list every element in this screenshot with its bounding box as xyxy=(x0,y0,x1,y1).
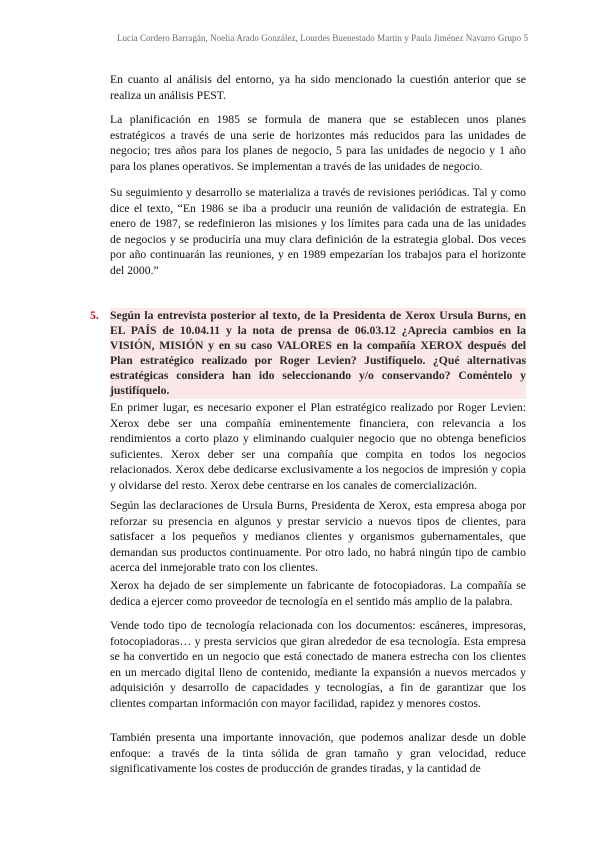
answer-paragraph-innovacion: También presenta una importante innovación, que podemos analizar desde un doble enfoque: a través de la tinta sólida de gran tamaño y gran velocidad, reduce significativamente los costes de producción de grandes tiradas, y la cantidad de xyxy=(110,731,526,776)
answer-paragraph-ursula-burns: Según las declaraciones de Ursula Burns, Presidenta de Xerox, esta empresa aboga por reforzar su presencia en algunos y prestar servicio a nuevos tipos de clientes, para satisfacer a los pequeños y medianos clientes y organismos gubernamentales, que demandan sus productos continuamente. Por otro lado, no habrá ningún tipo de cambio acerca del inmejorable trato con los clientes. xyxy=(110,499,526,575)
paragraph-planificacion: La planificación en 1985 se formula de manera que se establecen unos planes estratégicos a través de una serie de horizontes más reducidos para las unidades de negocio; tres años para los planes de negocio, 5 para las unidades de negocio y 1 año para los planes operativos. Se implementan a través de las unidades de negocio. xyxy=(110,113,526,173)
answer-paragraph-plan-levien: En primer lugar, es necesario exponer el Plan estratégico realizado por Roger Levien: Xerox debe ser una compañía eminentemente financiera, con relevancia a los rendimientos a corto plazo y eliminando cualquier negocio que no obtenga beneficios suficientes. Xerox deber ser una compañía que compita en todos los negocios relacionados. Xerox debe dedicarse exclusivamente a los negocios de impresión y copia y olvidarse del resto. Xerox debe centrarse en los canales de comercialización. xyxy=(110,401,526,492)
question-text: Según la entrevista posterior al texto, de la Presidenta de Xerox Ursula Burns, en EL PAÍS de 10.04.11 y la nota de prensa de 06.03.12 ¿Aprecia cambios en la VISIÓN, MISIÓN y en su caso VALORES en la compañía XEROX después del Plan estratégico realizado por Roger Levien? Justifíquelo. ¿Qué alternativas estratégicas considera han ido seleccionando y/o conservando? Coméntelo y justifíquelo. xyxy=(110,309,526,398)
answer-paragraph-tecnologia: Vende todo tipo de tecnología relacionada con los documentos: escáneres, impresoras, fotocopiadoras… y presta servicios que giran alrededor de esa tecnología. Esta empresa se ha convertido en un negocio que está conectado de manera estrecha con los clientes en un mercado digital lleno de contenido, mediante la expansión a nuevos mercados y adquisición y desarrollo de capacidades y tecnologías, a fin de garantizar que los clientes compartan información con mayor facilidad, rapidez y menores costos. xyxy=(110,619,526,710)
paragraph-entorno: En cuanto al análisis del entorno, ya ha sido mencionado la cuestión anterior que se realiza un análisis PEST. xyxy=(110,73,526,102)
answer-paragraph-fabricante: Xerox ha dejado de ser simplemente un fabricante de fotocopiadoras. La compañía se dedica a ejercer como proveedor de tecnología en el sentido más amplio de la palabra. xyxy=(110,579,526,608)
question-number: 5. xyxy=(90,309,99,322)
page-header-authors: Lucía Cordero Barragán, Noelia Arado González, Lourdes Buenestado Martín y Paula Jiménez Navarro Grupo 5 xyxy=(116,33,528,43)
question-5 xyxy=(90,308,526,399)
paragraph-seguimiento: Su seguimiento y desarrollo se materializa a través de revisiones periódicas. Tal y como dice el texto, “En 1986 se iba a producir una reunión de validación de estrategia. En enero de 1987, se redefinieron las misiones y los límites para cada una de las unidades de negocios y se produciría una muy clara definición de la estrategia global. Dos veces por año continuarán las reuniones, y en 1989 empezarían los trabajos para el horizonte del 2000.” xyxy=(110,186,526,277)
